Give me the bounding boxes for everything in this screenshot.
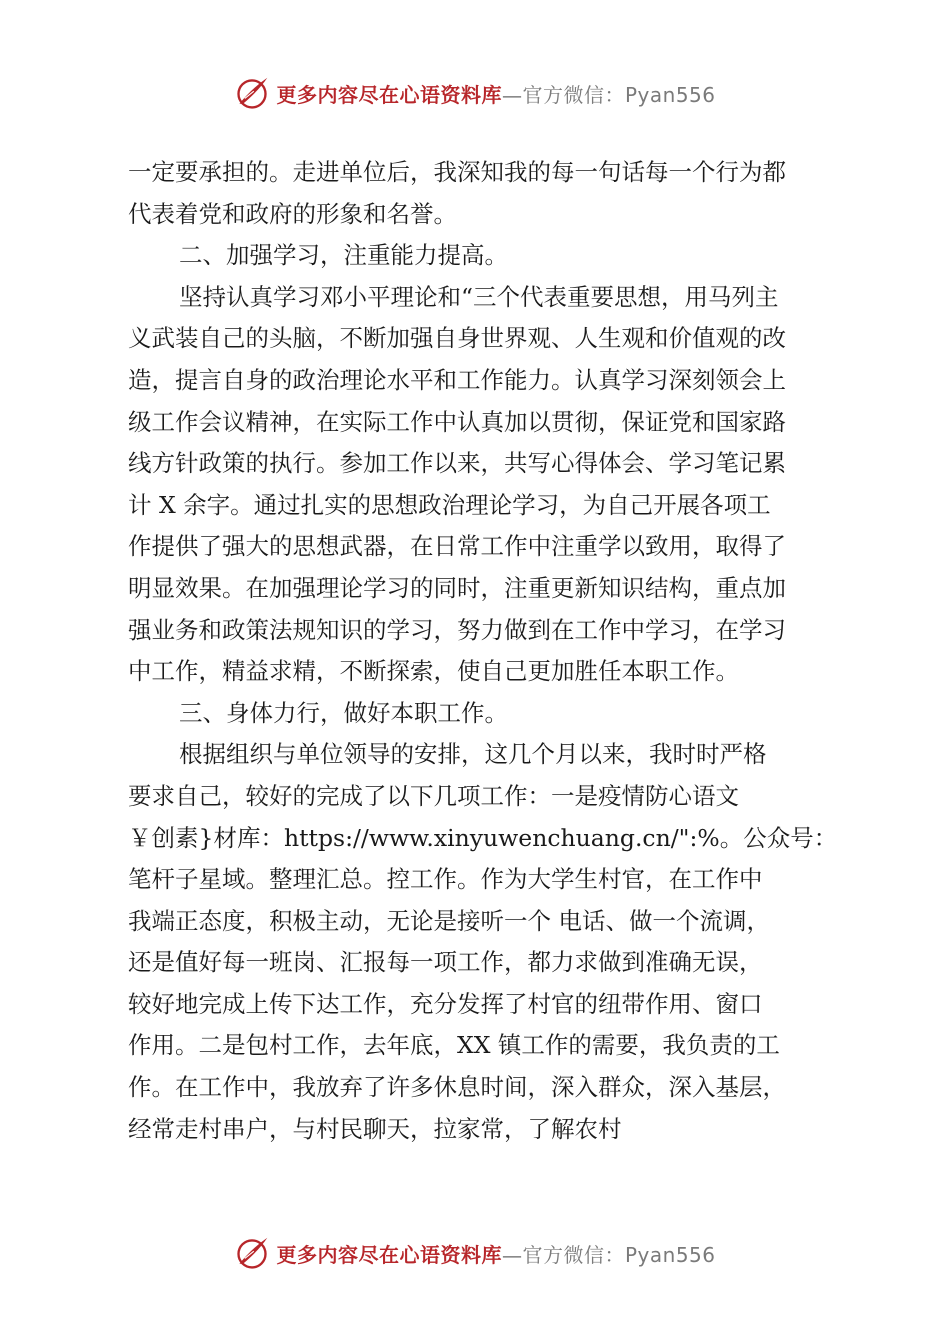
text-line: 一定要承担的。走进单位后，我深知我的每一句话每一个行为都: [128, 158, 786, 186]
text-line: 作。在工作中，我放弃了许多休息时间，深入群众，深入基层，: [128, 1073, 786, 1102]
text-line: 我端正态度，积极主动，无论是接听一个 电话、做一个流调，: [128, 906, 770, 935]
text-line: 笔杆子星域。整理汇总。控工作。作为大学生村官，在工作中: [128, 865, 763, 894]
text-line: 中工作，精益求精，不断探索，使自己更加胜任本职工作。: [128, 657, 739, 686]
header-wx-label: 官方微信：: [522, 82, 625, 107]
footer-banner: [0, 1231, 950, 1275]
text-line: 较好地完成上传下达工作，充分发挥了村官的纽带作用、窗口: [128, 989, 763, 1018]
text-line: 级工作会议精神，在实际工作中认真加以贯彻，保证党和国家路: [128, 407, 786, 436]
header-banner: [0, 71, 950, 115]
header-sep: —: [501, 82, 523, 107]
footer-wx-label: 官方微信：: [522, 1242, 625, 1267]
text-line: 二、加强学习，注重能力提高。: [179, 241, 508, 270]
text-line: 作用。二是包村工作，去年底，XX 镇工作的需要，我负责的工: [128, 1031, 780, 1060]
text-line: 根据组织与单位领导的安排，这几个月以来，我时时严格: [179, 740, 767, 769]
quill-circle-logo-icon: [234, 1235, 270, 1271]
footer-sep: —: [501, 1242, 523, 1267]
header-wx-id: Pyan556: [624, 82, 716, 107]
footer-main: 更多内容尽在心语资料库: [276, 1242, 502, 1267]
text-line: 义武装自己的头脑，不断加强自身世界观、人生观和价值观的改: [128, 324, 786, 353]
text-line: 还是值好每一班岗、汇报每一项工作，都力求做到准确无误，: [128, 948, 763, 977]
header-main: 更多内容尽在心语资料库: [276, 82, 502, 107]
text-line: 三、身体力行，做好本职工作。: [179, 698, 508, 727]
header-text: [276, 79, 715, 108]
footer-text: [276, 1239, 715, 1268]
text-line: ￥创素}材库：https://www.xinyuwenchuang.cn/":%。公众号：: [128, 823, 838, 852]
text-line: 代表着党和政府的形象和名誉。: [128, 199, 457, 228]
quill-circle-logo-icon: [234, 75, 270, 111]
text-line: 线方针政策的执行。参加工作以来，共写心得体会、学习笔记累: [128, 449, 786, 478]
document-body: [128, 152, 838, 1150]
text-line: 造，提言自身的政治理论水平和工作能力。认真学习深刻领会上: [128, 365, 786, 394]
text-line: 经常走村串户，与村民聊天，拉家常，了解农村: [128, 1114, 622, 1143]
footer-wx-id: Pyan556: [624, 1242, 716, 1267]
text-line: 明显效果。在加强理论学习的同时，注重更新知识结构，重点加: [128, 573, 786, 602]
text-line: 作提供了强大的思想武器，在日常工作中注重学以致用，取得了: [128, 532, 786, 561]
text-line: 坚持认真学习邓小平理论和“三个代表重要思想，用马列主: [179, 282, 779, 311]
text-line: 计 X 余字。通过扎实的思想政治理论学习，为自己开展各项工: [128, 490, 771, 519]
text-line: 强业务和政策法规知识的学习，努力做到在工作中学习，在学习: [128, 615, 786, 644]
text-line: 要求自己，较好的完成了以下几项工作：一是疫情防心语文: [128, 781, 739, 810]
